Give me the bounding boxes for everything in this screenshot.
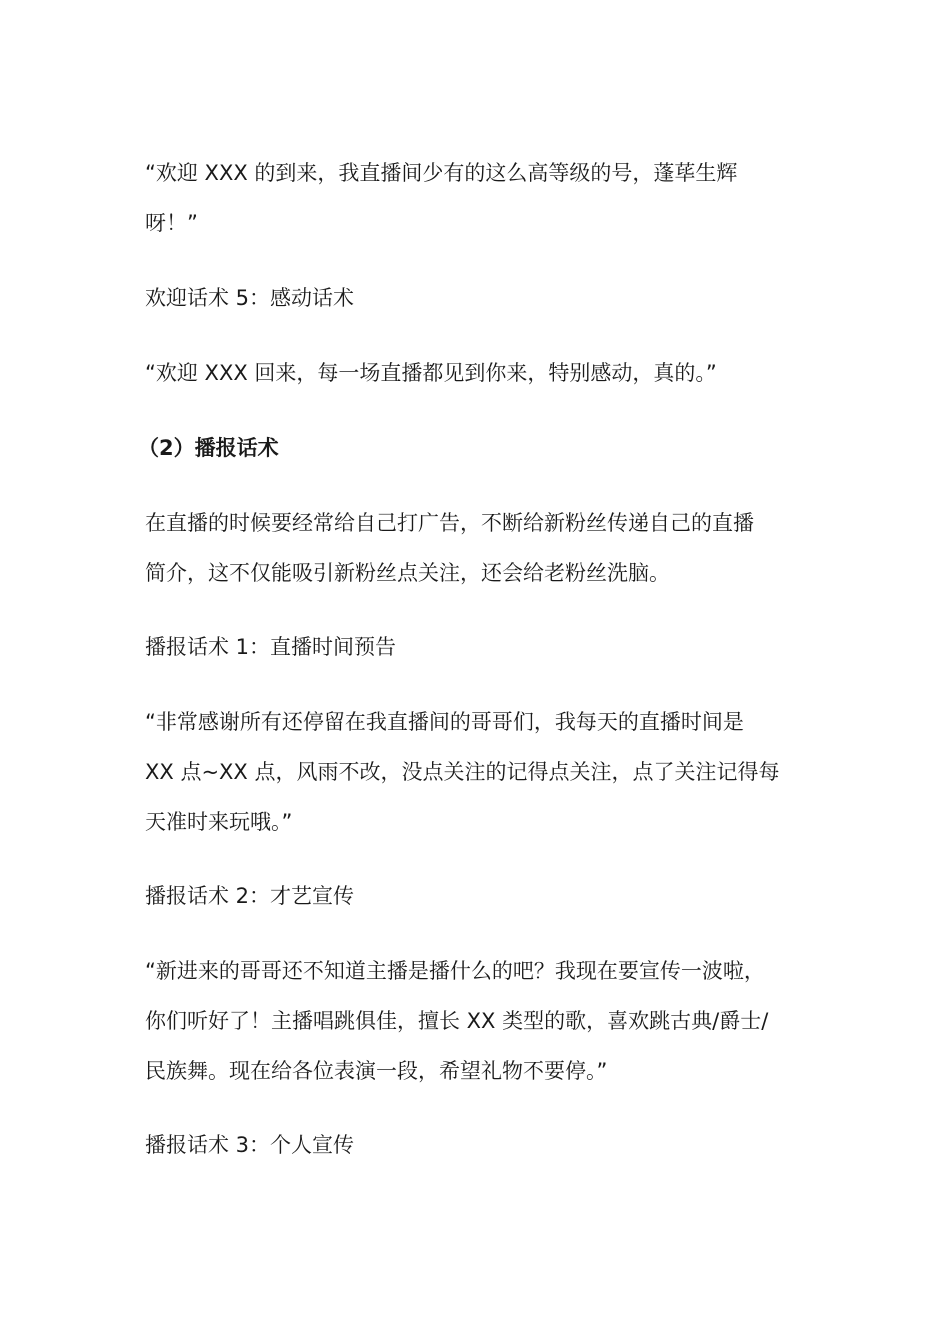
text-line: 你们听好了！主播唱跳俱佳，擅长 XX 类型的歌，喜欢跳古典/爵士/ [145,1009,769,1033]
welcome-script-5-heading [145,273,810,323]
text-line: 在直播的时候要经常给自己打广告，不断给新粉丝传递自己的直播 [145,511,754,535]
text-line: （2）播报话术 [138,436,279,460]
section-heading-broadcast-scripts [138,423,803,473]
text-line: 欢迎话术 5：感动话术 [145,286,355,310]
broadcast-intro-paragraph [145,498,810,598]
text-line: 简介，这不仅能吸引新粉丝点关注，还会给老粉丝洗脑。 [145,561,670,585]
text-line: “非常感谢所有还停留在我直播间的哥哥们，我每天的直播时间是 [145,710,744,734]
text-line: XX 点~XX 点，风雨不改，没点关注的记得点关注，点了关注记得每 [145,760,780,784]
text-line: 呀！” [145,211,198,235]
broadcast-script-3-heading [145,1120,810,1170]
text-line: 播报话术 1：直播时间预告 [145,635,397,659]
text-line: 播报话术 2：才艺宣传 [145,884,355,908]
talent-promotion-paragraph [145,946,810,1096]
welcome-script-high-level-paragraph [145,148,810,248]
text-line: 播报话术 3：个人宣传 [145,1133,355,1157]
text-line: 天准时来玩哦。” [145,810,293,834]
welcome-script-touching-paragraph [145,348,810,398]
broadcast-time-paragraph [145,697,810,847]
text-line: “新进来的哥哥还不知道主播是播什么的吧？我现在要宣传一波啦， [145,959,765,983]
text-line: “欢迎 XXX 回来，每一场直播都见到你来，特别感动，真的。” [145,361,717,385]
text-line: “欢迎 XXX 的到来，我直播间少有的这么高等级的号，蓬荜生辉 [145,161,738,185]
broadcast-script-1-heading [145,622,810,672]
text-line: 民族舞。现在给各位表演一段，希望礼物不要停。” [145,1059,608,1083]
broadcast-script-2-heading [145,871,810,921]
